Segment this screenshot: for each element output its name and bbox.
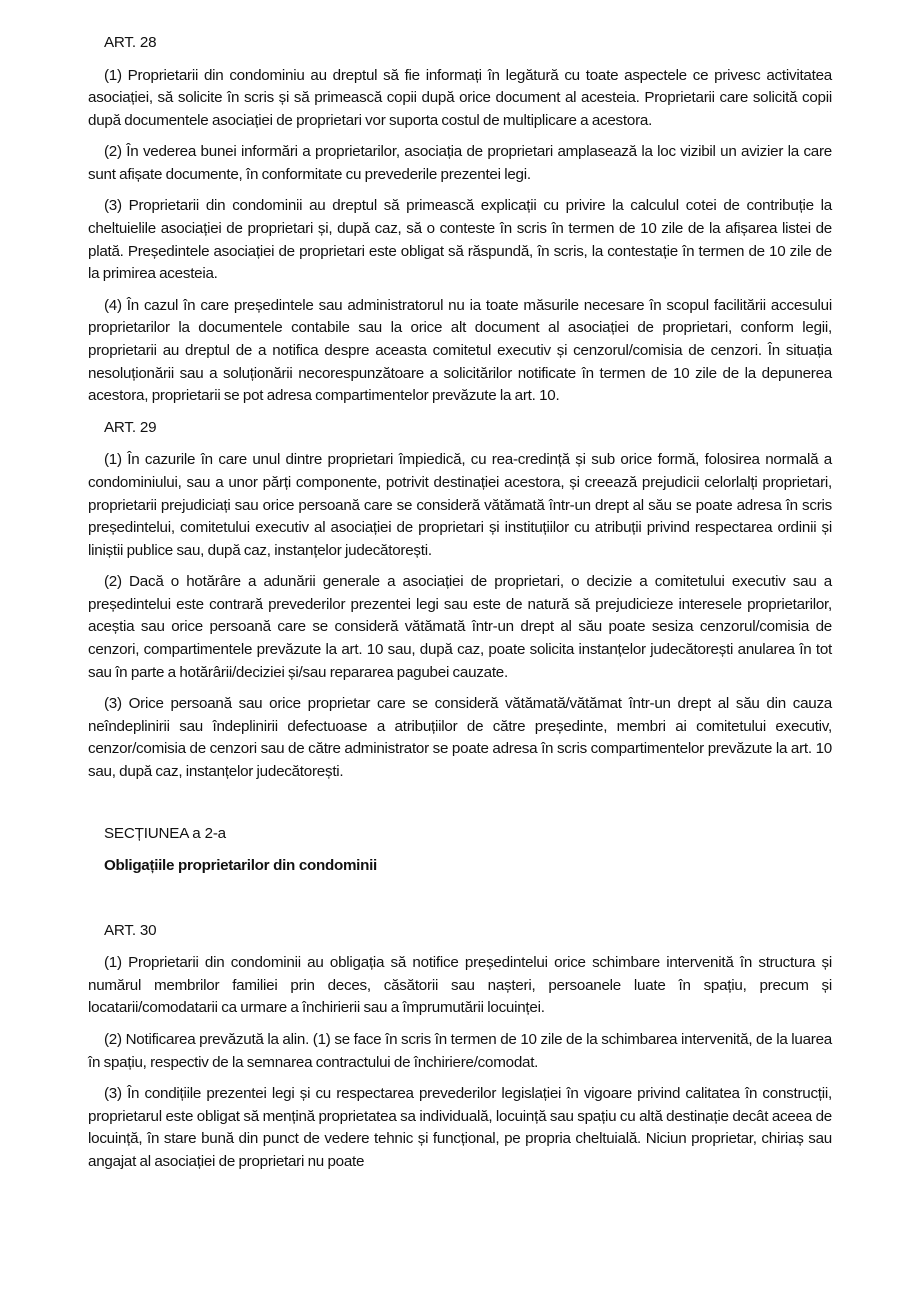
spacer xyxy=(88,793,832,823)
paragraph: (2) În vederea bunei informări a proprietarilor, asociația de proprietari amplasează la loc vizibil un avizier la care sunt afișate documente, în conformitate cu prevederile prezentei legi. xyxy=(88,143,832,183)
paragraph: (1) În cazurile în care unul dintre proprietari împiedică, cu rea-credință și sub orice formă, folosirea normală a condominiului, sau a unor părți componente, potrivit destinației acestora, și creează prejudicii celorlalți proprietari, proprietarii prejudiciați sau orice persoană care se consideră vătămată într-un drept al său se poate adresa în scris președintelui, comitetului executiv al asociației de proprietari și instituțiilor cu atribuții privind respectarea ordinii și liniștii publice sau, după caz, instanțelor judecătorești. xyxy=(88,451,832,559)
spacer xyxy=(88,878,832,920)
section-label: SECȚIUNEA a 2-a xyxy=(104,824,226,842)
article-heading: ART. 30 xyxy=(104,921,157,939)
paragraph: (3) În condițiile prezentei legi și cu respectarea prevederilor legislației în vigoare privind calitatea în construcții, proprietarul este obligat să mențină proprietatea sa individuală, locuință sau spațiu cu altă destinație decât aceea de locuință, în stare bună din punct de vedere tehnic și funcțional, pe propria cheltuială. Niciun proprietar, chiriaș sau angajat al asociației de proprietari nu poate xyxy=(88,1085,832,1170)
article-28 xyxy=(88,32,832,408)
paragraph: (3) Orice persoană sau orice proprietar care se consideră vătămată/vătămat într-un drept al său din cauza neîndeplinirii sau îndeplinirii defectuoase a atribuțiilor de către președinte, membri ai comitetului executiv, cenzor/comisia de cenzori sau de către administrator se poate adresa în scris compartimentelor prevăzute la art. 10 sau, după caz, instanțelor judecătorești. xyxy=(88,695,832,781)
paragraph: (1) Proprietarii din condominii au obligația să notifice președintelui orice schimbare intervenită în structura și numărul membrilor familiei prin deces, căsătorii sau nașteri, persoanele luate în spațiu, precum și locatarii/comodatarii ca urmare a închirierii sau a împrumutării locuinței. xyxy=(88,954,832,1017)
article-30 xyxy=(88,920,832,1174)
paragraph: (3) Proprietarii din condominii au dreptul să primească explicații cu privire la calculul cotei de contribuție la cheltuielile asociației de proprietari și, după caz, să o conteste în scris în termen de 10 zile de la afișarea listei de plată. Președintele asociației de proprietari este obligat să răspundă, în scris, la contestație în termen de 10 zile de la primirea acesteia. xyxy=(88,197,832,283)
paragraph: (2) Notificarea prevăzută la alin. (1) se face în scris în termen de 10 zile de la schimbarea intervenită, de la luarea în spațiu, respectiv de la semnarea contractului de închiriere/comodat. xyxy=(88,1030,832,1071)
paragraph: (2) Dacă o hotărâre a adunării generale a asociației de proprietari, o decizie a comitetului executiv sau a președintelui este contrară prevederilor prezentei legi sau este de natură să prejudicieze interesele proprietarilor, aceștia sau orice persoană care se consideră vătămată într-un drept al său poate sesiza cenzorul/comisia de cenzori, compartimentele prevăzute la art. 10 sau, după caz, poate solicita instanțelor judecătorești anularea în tot sau în parte a hotărârii/deciziei și/sau repararea pagubei cauzate. xyxy=(88,573,832,681)
article-heading: ART. 28 xyxy=(104,34,157,51)
paragraph: (1) Proprietarii din condominiu au dreptul să fie informați în legătură cu toate aspectele ce privesc activitatea asociației, să solicite în scris și să primească copii după orice document al acesteia. Proprietarii care solicită copii după documentele asociației de proprietari vor suporta costul de multiplicare a acestora. xyxy=(88,66,832,129)
article-heading: ART. 29 xyxy=(104,418,157,436)
paragraph: (4) În cazul în care președintele sau administratorul nu ia toate măsurile necesare în scopul facilitării accesului proprietarilor la documentele contabile sau la orice alt document al asociației de proprietari, conform legii, proprietarii au dreptul de a notifica despre aceasta comitetul executiv și cenzorul/comisia de cenzori. În situația nesoluționării sau a soluționării necorespunzătoare a solicitărilor notificate în termen de 10 zile de la depunerea acestora, proprietarii se pot adresa compartimentelor prevăzute la art. 10. xyxy=(88,296,832,405)
section-2 xyxy=(88,823,832,878)
article-29 xyxy=(88,417,832,784)
document-page xyxy=(88,32,832,1182)
section-title: Obligațiile proprietarilor din condominii xyxy=(104,857,377,875)
